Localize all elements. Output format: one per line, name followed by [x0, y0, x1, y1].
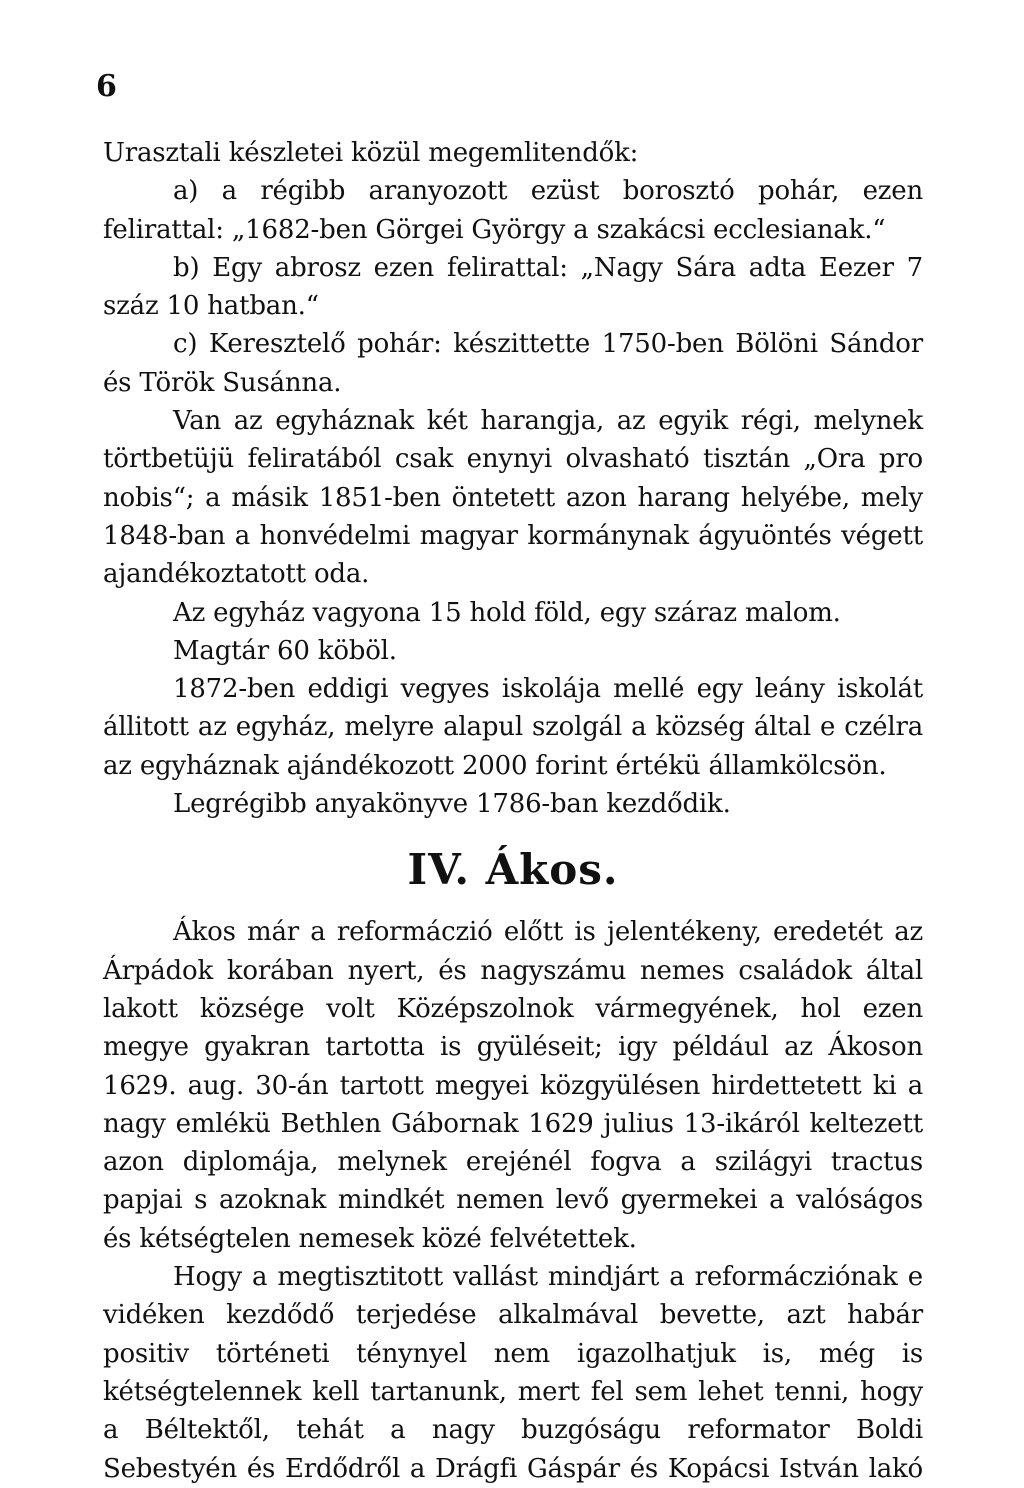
body-text: [103, 134, 923, 1488]
paragraph-bells: Van az egyháznak két harangja, az egyik régi, melynek törtbetüjü feliratából csak enynyi olvasható tisztán „Ora pro nobis“; a másik 1851-ben öntetett azon harang helyébe, mely 1848-ban a honvédelmi magyar kormánynak ágyuöntés végett ajandékoztatott oda.: [103, 406, 923, 590]
paragraph-item-b: b) Egy abrosz ezen felirattal: „Nagy Sára adta Eezer 7 száz 10 hatban.“: [103, 252, 923, 322]
paragraph-registry: Legrégibb anyakönyve 1786-ban kezdődik.: [173, 789, 731, 820]
paragraph-school: 1872-ben eddigi vegyes iskolája mellé egy leány iskolát állitott az egyház, melyre alapul szolgál a község által e czélra az egyháznak ajándékozott 2000 forint értékü államkölcsön.: [103, 674, 923, 781]
paragraph-item-c: c) Keresztelő pohár: készittette 1750-ben Bölöni Sándor és Török Susánna.: [103, 329, 923, 398]
paragraph-property: Az egyház vagyona 15 hold föld, egy száraz malom.: [173, 597, 841, 628]
paragraph-akos-history: Ákos már a reformáczió előtt is jelentékeny, eredetét az Árpádok korában nyert, és nagyszámu nemes családok által lakott községe volt Középszolnok vármegyének, hol ezen megye gyakran tartotta is gyüléseit; igy például az Ákoson 1629. aug. 30-án tartott megyei közgyülésen hirdettetett ki a nagy emlékü Bethlen Gábornak 1629 julius 13-ikáról keltezett azon diplomája, melynek erejénél fogva a szilágyi tractus papjai s azoknak mindkét nemen levő gyermekei a valóságos és kétségtelen nemesek közé felvétettek.: [103, 917, 923, 1254]
section-heading: IV. Ákos.: [407, 845, 619, 895]
paragraph-urasztali-intro: Urasztali készletei közül megemlitendők:: [103, 138, 639, 168]
paragraph-item-a: a) a régibb aranyozott ezüst borosztó pohár, ezen felirattal: „1682-ben Görgei György a szakácsi ecclesianak.“: [103, 176, 923, 245]
paragraph-reformation: Hogy a megtisztitott vallást mindjárt a reformácziónak e vidéken kezdődő terjedése alkalmával bevette, azt habár positiv történeti ténynyel nem igazolhatjuk is, még is kétségtelennek kell tartanunk, mert fel sem lehet tenni, hogy a Béltektől, tehát a nagy buzgóságu reformator Boldi Sebestyén és Erdődről a Drágfi Gáspár és Kopácsi István lakó: [103, 1262, 923, 1484]
page-number: 6: [96, 69, 117, 104]
paragraph-granary: Magtár 60 köböl.: [173, 635, 397, 666]
